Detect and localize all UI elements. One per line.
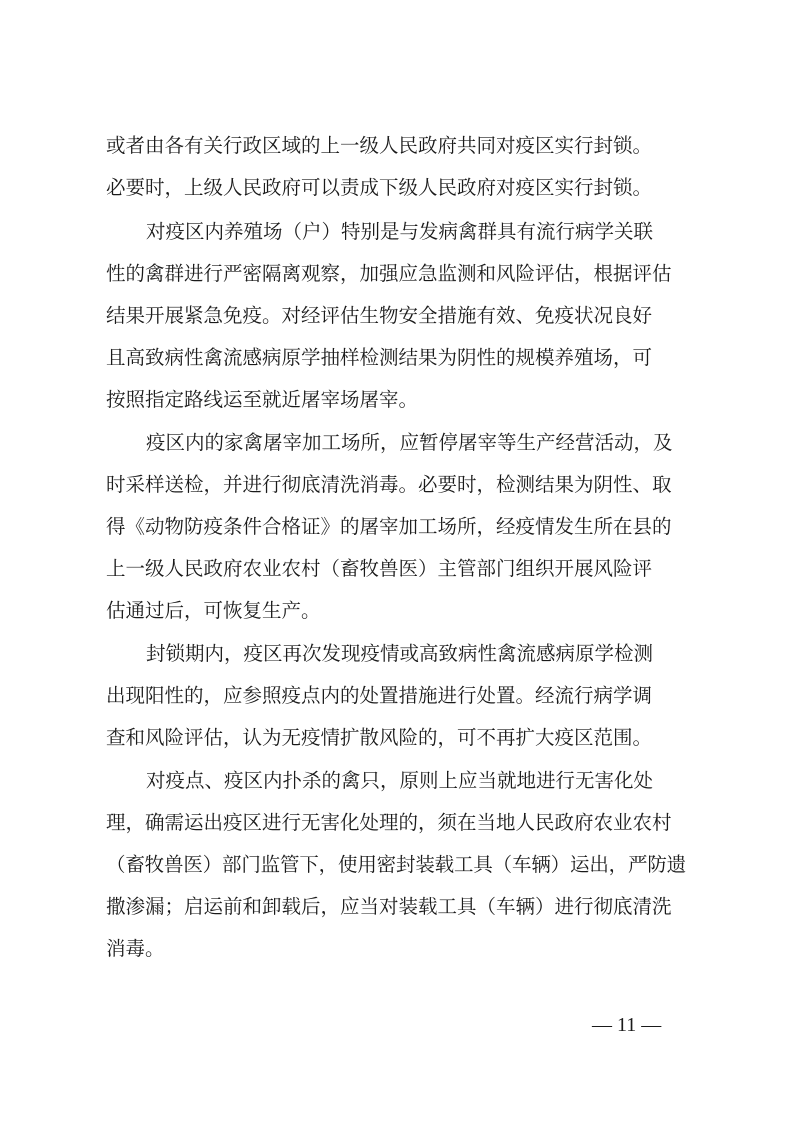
text-line: 得《动物防疫条件合格证》的屠宰加工场所，经疫情发生所在县的 — [106, 515, 672, 538]
page-number: — 11 — — [592, 1014, 662, 1036]
text-line: 理，确需运出疫区进行无害化处理的，须在当地人民政府农业农村 — [106, 811, 672, 834]
text-line: 出现阳性的，应参照疫点内的处置措施进行处置。经流行病学调 — [106, 684, 653, 707]
text-line: 封锁期内，疫区再次发现疫情或高致病性禽流感病原学检测 — [146, 642, 654, 665]
text-line: 时采样送检，并进行彻底清洗消毒。必要时，检测结果为阴性、取 — [106, 473, 672, 496]
text-line: 撒渗漏；启运前和卸载后，应当对装载工具（车辆）进行彻底清洗 — [106, 895, 672, 918]
text-line: 且高致病性禽流感病原学抽样检测结果为阴性的规模养殖场，可 — [106, 346, 653, 369]
text-line: 消毒。 — [106, 937, 165, 960]
text-line: （畜牧兽医）部门监管下，使用密封装载工具（车辆）运出，严防遗 — [106, 853, 687, 876]
text-line: 估通过后，可恢复生产。 — [106, 599, 321, 622]
text-line: 上一级人民政府农业农村（畜牧兽医）主管部门组织开展风险评 — [106, 557, 653, 580]
text-line: 或者由各有关行政区域的上一级人民政府共同对疫区实行封锁。 — [106, 134, 653, 157]
text-line: 对疫区内养殖场（户）特别是与发病禽群具有流行病学关联 — [146, 220, 654, 243]
text-line: 查和风险评估，认为无疫情扩散风险的，可不再扩大疫区范围。 — [106, 726, 653, 749]
text-line: 疫区内的家禽屠宰加工场所，应暂停屠宰等生产经营活动，及 — [146, 431, 673, 454]
text-line: 结果开展紧急免疫。对经评估生物安全措施有效、免疫状况良好 — [106, 304, 653, 327]
text-line: 按照指定路线运至就近屠宰场屠宰。 — [106, 388, 419, 411]
text-line: 性的禽群进行严密隔离观察，加强应急监测和风险评估，根据评估 — [106, 262, 672, 285]
text-line: 必要时，上级人民政府可以责成下级人民政府对疫区实行封锁。 — [106, 176, 653, 199]
text-line: 对疫点、疫区内扑杀的禽只，原则上应当就地进行无害化处 — [146, 769, 654, 792]
